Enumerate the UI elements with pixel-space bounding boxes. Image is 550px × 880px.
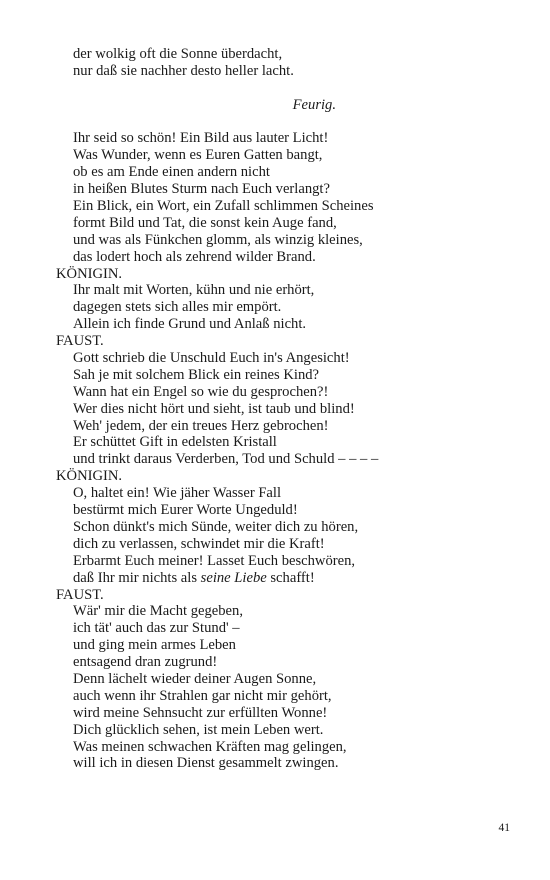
verse-line: auch wenn ihr Strahlen gar nicht mir gehört, (73, 687, 332, 704)
verse-line: entsagend dran zugrund! (73, 654, 218, 671)
emphasized-text: seine Liebe (200, 569, 267, 586)
verse-line: Denn lächelt wieder deiner Augen Sonne, (73, 670, 317, 687)
verse-text-block (56, 46, 516, 772)
page-number: 41 (498, 822, 510, 834)
speaker-name: FAUST. (56, 333, 104, 350)
verse-line: und ging mein armes Leben (73, 637, 236, 654)
blank-line (56, 114, 516, 131)
verse-line: in heißen Blutes Sturm nach Euch verlangt? (73, 181, 330, 198)
speaker-name: KÖNIGIN. (56, 468, 123, 485)
verse-line: nur daß sie nachher desto heller lacht. (73, 62, 294, 79)
verse-line: Wär' mir die Macht gegeben, (73, 603, 243, 620)
verse-line: Was Wunder, wenn es Euren Gatten bangt, (73, 147, 323, 164)
verse-line: ob es am Ende einen andern nicht (73, 164, 270, 181)
stage-direction: Feurig. (292, 96, 336, 113)
verse-line: Dich glücklich sehen, ist mein Leben wert. (73, 721, 324, 738)
verse-text: schafft! (266, 569, 315, 586)
verse-line: und was als Fünkchen glomm, als winzig kleines, (73, 231, 363, 248)
verse-line: Weh' jedem, der ein treues Herz gebrochen! (73, 417, 329, 434)
speaker-name: FAUST. (56, 586, 104, 603)
verse-line: Allein ich finde Grund und Anlaß nicht. (73, 316, 307, 333)
verse-line: Ihr malt mit Worten, kühn und nie erhört, (73, 282, 315, 299)
verse-line: das lodert hoch als zehrend wilder Brand. (73, 248, 316, 265)
verse-line: Erbarmt Euch meiner! Lasset Euch beschwören, (73, 552, 356, 569)
verse-line: formt Bild und Tat, die sonst kein Auge fand, (73, 214, 337, 231)
verse-line: bestürmt mich Eurer Worte Ungeduld! (73, 502, 298, 519)
verse-line: ich tät' auch das zur Stund' – (73, 620, 240, 637)
verse-line (56, 570, 516, 587)
verse-line: der wolkig oft die Sonne überdacht, (73, 46, 283, 62)
verse-line: will ich in diesen Dienst gesammelt zwingen. (73, 755, 339, 772)
verse-line: Sah je mit solchem Blick ein reines Kind? (73, 366, 320, 383)
verse-line: Wann hat ein Engel so wie du gesprochen?! (73, 383, 329, 400)
verse-line: Ihr seid so schön! Ein Bild aus lauter Licht! (73, 130, 329, 147)
verse-line: und trinkt daraus Verderben, Tod und Schuld – – – – (73, 451, 379, 468)
verse-line: Gott schrieb die Unschuld Euch in's Angesicht! (73, 350, 350, 367)
verse-line: Was meinen schwachen Kräften mag gelingen, (73, 738, 347, 755)
verse-line: Schon dünkt's mich Sünde, weiter dich zu hören, (73, 518, 359, 535)
verse-line: Er schüttet Gift in edelsten Kristall (73, 434, 277, 451)
speaker-name: KÖNIGIN. (56, 265, 123, 282)
verse-line: Ein Blick, ein Wort, ein Zufall schlimmen Scheines (73, 198, 374, 215)
verse-line: dagegen stets sich alles mir empört. (73, 299, 282, 316)
verse-line: Wer dies nicht hört und sieht, ist taub und blind! (73, 400, 355, 417)
verse-line: wird meine Sehnsucht zur erfüllten Wonne! (73, 704, 328, 721)
verse-line: dich zu verlassen, schwindet mir die Kraft! (73, 535, 325, 552)
verse-text: daß Ihr mir nichts als (73, 569, 201, 586)
verse-line: O, haltet ein! Wie jäher Wasser Fall (73, 485, 282, 502)
blank-line (56, 80, 516, 97)
